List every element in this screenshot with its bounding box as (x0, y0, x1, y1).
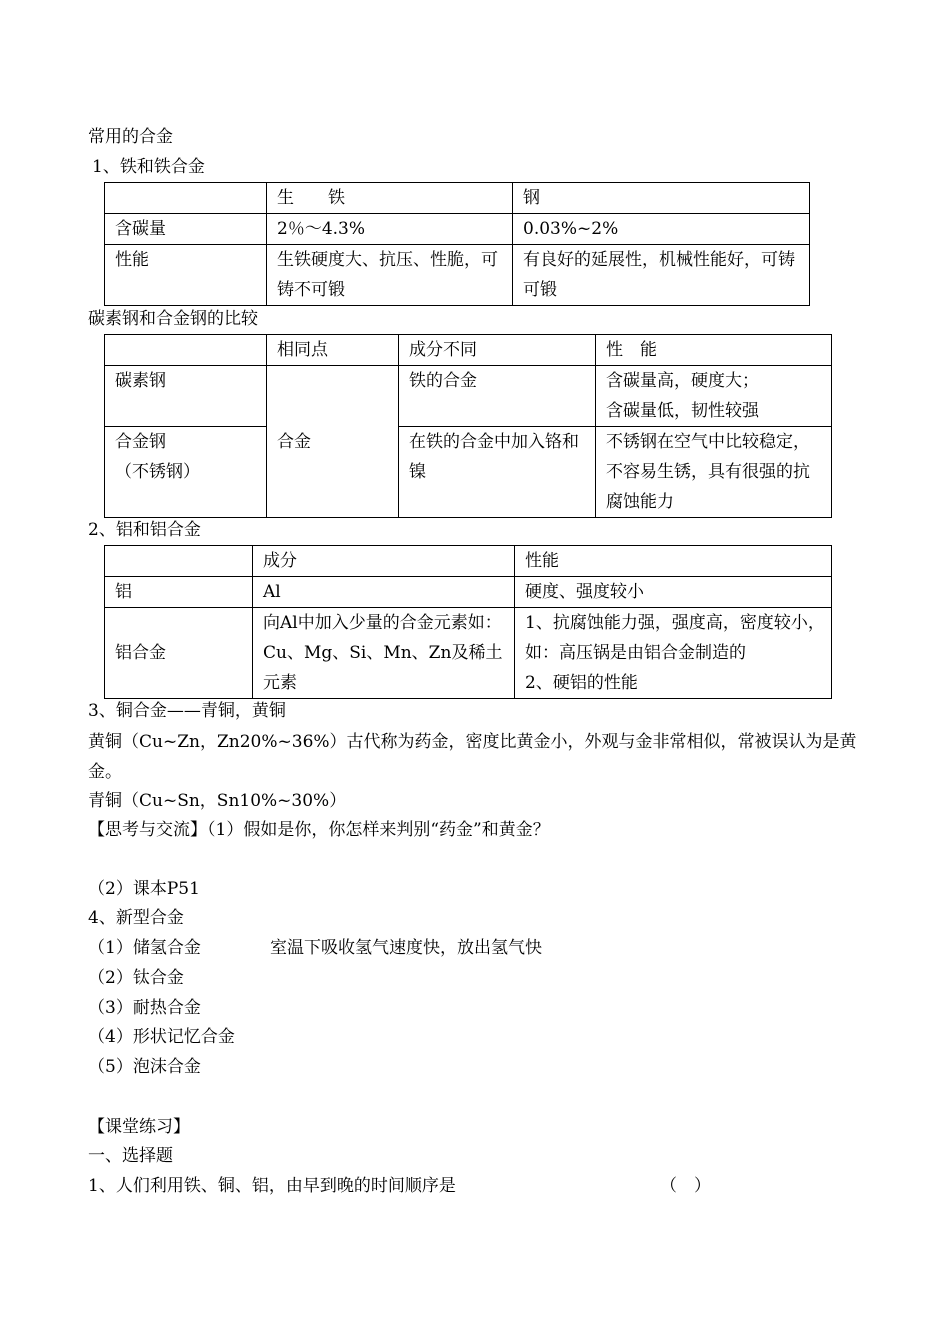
alloy-item-1: （1）储氢合金 (88, 938, 201, 958)
table-row (105, 245, 810, 306)
table-cell: 0.03%~2% (513, 214, 810, 245)
table-cell: 硬度、强度较小 (515, 577, 832, 608)
table-cell: 不锈钢在空气中比较稳定，不容易生锈，具有很强的抗腐蚀能力 (596, 427, 832, 518)
header-cell (105, 183, 267, 214)
alloy-item-2: （2）钛合金 (88, 968, 184, 988)
think-question: 【思考与交流】（1）假如是你，你怎样来判别“药金”和黄金？ (88, 820, 550, 840)
header-cell: 钢 (513, 183, 810, 214)
header-cell: 成分不同 (399, 335, 596, 366)
table-cell: Al (253, 577, 515, 608)
header-cell: 成分 (253, 546, 515, 577)
aluminium-table (104, 545, 832, 699)
alloy-item-5: （5）泡沫合金 (88, 1057, 201, 1077)
row-label: 含碳量 (105, 214, 267, 245)
header-cell (105, 335, 267, 366)
table-row (105, 427, 832, 518)
property-line: 含碳量低，韧性较强 (606, 401, 759, 421)
row-label (105, 427, 267, 518)
alloy-item-3: （3）耐热合金 (88, 998, 201, 1018)
property-line: 含碳量高，硬度大； (606, 371, 759, 391)
brass-paragraph: 黄铜（Cu~Zn，Zn20%~36%）古代称为药金，密度比黄金小，外观与金非常相似，常被误认为是黄金。 (88, 732, 857, 782)
table-cell: 在铁的合金中加入铬和镍 (399, 427, 596, 518)
row-label: 性能 (105, 245, 267, 306)
header-cell: 相同点 (267, 335, 399, 366)
answer-blank: （ ） (660, 1176, 711, 1196)
table-row (105, 366, 832, 427)
table-cell (596, 366, 832, 427)
row-label: 碳素钢 (105, 366, 267, 427)
header-cell (105, 546, 253, 577)
practice-title: 【课堂练习】 (88, 1117, 190, 1137)
table-cell: 生铁硬度大、抗压、性脆，可铸不可锻 (267, 245, 513, 306)
row-label-line: 合金钢 (115, 432, 166, 452)
iron-steel-table (104, 182, 810, 306)
page-heading: 常用的合金 (88, 127, 173, 147)
bronze-line: 青铜（Cu~Sn，Sn10%~30%） (88, 791, 347, 811)
table-cell: 铁的合金 (399, 366, 596, 427)
table-header-row (105, 183, 810, 214)
section-4-title: 4、新型合金 (88, 908, 184, 928)
property-line: 2、硬铝的性能 (525, 673, 638, 693)
row-label-line: （不锈钢） (115, 462, 200, 482)
alloy-item-4: （4）形状记忆合金 (88, 1027, 235, 1047)
table-cell (515, 608, 832, 699)
table-header-row (105, 335, 832, 366)
common-cell: 合金 (267, 366, 399, 518)
section-2-title: 2、铝和铝合金 (88, 520, 201, 540)
table-header-row (105, 546, 832, 577)
steel-comparison-title: 碳素钢和合金钢的比较 (88, 309, 258, 329)
header-cell: 性能 (515, 546, 832, 577)
header-cell: 生 铁 (267, 183, 513, 214)
section-3-title: 3、铜合金——青铜，黄铜 (88, 701, 286, 721)
property-line: 1、抗腐蚀能力强，强度高，密度较小，如：高压锅是由铝合金制造的 (525, 613, 825, 663)
alloy-item-1-desc: 室温下吸收氢气速度快，放出氢气快 (270, 938, 542, 958)
row-label: 铝 (105, 577, 253, 608)
row-label: 铝合金 (105, 608, 253, 699)
table-row (105, 577, 832, 608)
table-row (105, 214, 810, 245)
table-row (105, 608, 832, 699)
table-cell: 2％～4.3% (267, 214, 513, 245)
section-1-title: 1、铁和铁合金 (92, 157, 205, 177)
header-cell: 性 能 (596, 335, 832, 366)
table-cell: 向Al中加入少量的合金元素如：Cu、Mg、Si、Mn、Zn及稀土元素 (253, 608, 515, 699)
multiple-choice-heading: 一、选择题 (88, 1146, 173, 1166)
table-cell: 有良好的延展性，机械性能好，可铸可锻 (513, 245, 810, 306)
steel-comparison-table (104, 334, 832, 518)
textbook-reference: （2）课本P51 (88, 879, 200, 899)
question-1: 1、人们利用铁、铜、铝，由早到晚的时间顺序是 (88, 1176, 456, 1196)
